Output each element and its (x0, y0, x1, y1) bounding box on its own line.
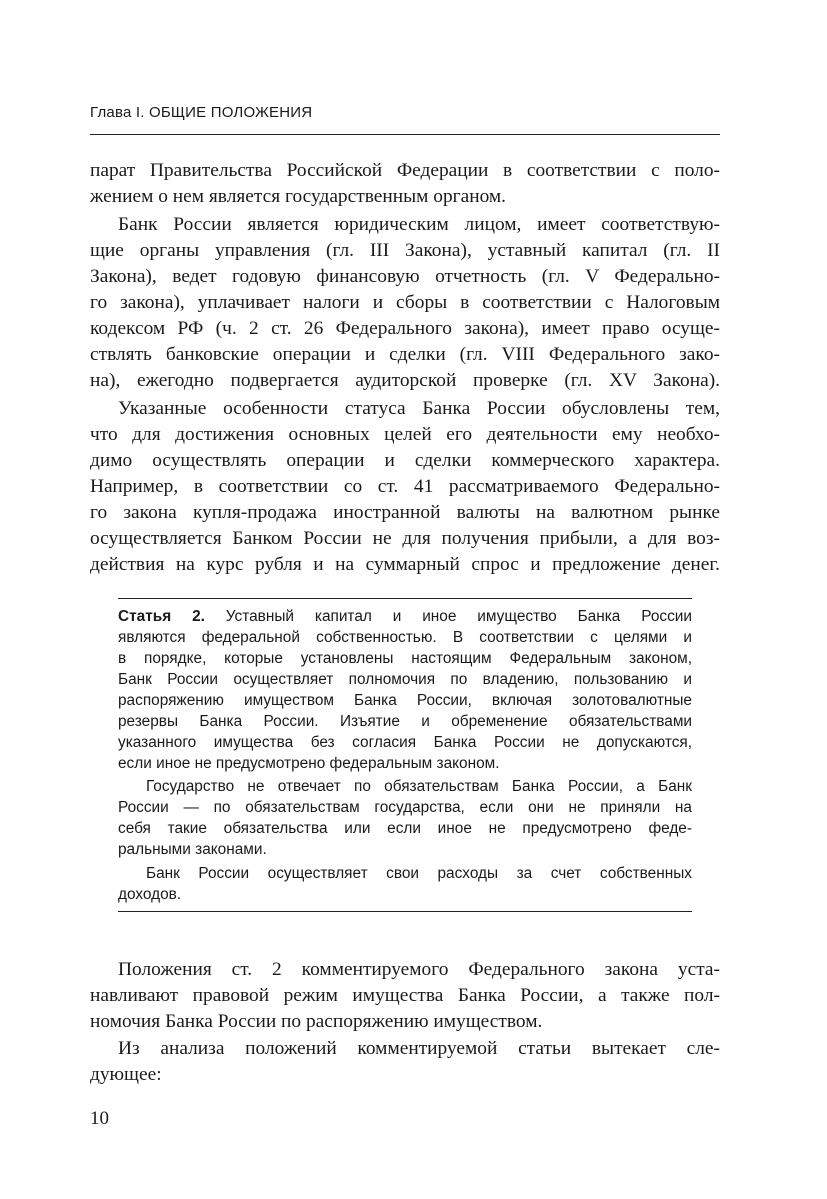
body-line: парат Правительства Российской Федерации в соответствии с поло- (90, 160, 720, 181)
body-line: Положения ст. 2 комментируемого Федерального закона уста- (118, 959, 720, 980)
body-line: дующее: (90, 1064, 162, 1085)
article-line: ральными законами. (118, 841, 267, 858)
article-line: России — по обязательствам государства, если они не приняли на (118, 799, 692, 816)
article-bottom-rule (118, 911, 692, 912)
body-line: номочия Банка России по распоряжению имуществом. (90, 1011, 543, 1032)
body-line: Закона), ведет годовую финансовую отчетность (гл. V Федерально- (90, 266, 720, 287)
article-top-rule (118, 598, 692, 599)
article-line: резервы Банка России. Изъятие и обременение обязательствами (118, 713, 692, 730)
body-line: на), ежегодно подвергается аудиторской проверке (гл. XV Закона). (90, 370, 720, 391)
body-line: жением о нем является государственным органом. (90, 186, 507, 207)
header-divider (90, 134, 720, 135)
article-line: Банк России осуществляет полномочия по владению, пользованию и (118, 671, 692, 688)
body-line: Банк России является юридическим лицом, имеет соответствую- (118, 214, 720, 235)
article-line: указанного имущества без согласия Банка России не допускаются, (118, 734, 692, 751)
body-line: осуществляется Банком России не для получения прибыли, а для воз- (90, 528, 720, 549)
running-header: Глава I. ОБЩИЕ ПОЛОЖЕНИЯ (90, 104, 313, 121)
article-line: доходов. (118, 886, 182, 903)
article-line: себя такие обязательства или если иное не предусмотрено феде- (118, 820, 692, 837)
body-line: Из анализа положений комментируемой статьи вытекает сле- (118, 1038, 720, 1059)
body-line: действия на курс рубля и на суммарный спрос и предложение денег. (90, 554, 720, 575)
body-line: навливают правовой режим имущества Банка России, а также пол- (90, 985, 720, 1006)
body-line: щие органы управления (гл. III Закона), уставный капитал (гл. II (90, 240, 720, 261)
article-line: в порядке, которые установлены настоящим Федеральным законом, (118, 650, 692, 667)
body-line: го закона купля-продажа иностранной валюты на валютном рынке (90, 502, 720, 523)
article-line: если иное не предусмотрено федеральным законом. (118, 755, 500, 772)
article-line: Банк России осуществляет свои расходы за счет собственных (146, 865, 692, 882)
body-line: что для достижения основных целей его деятельности ему необхо- (90, 424, 720, 445)
page-number: 10 (90, 1108, 109, 1129)
article-line: являются федеральной собственностью. В соответствии с целями и (118, 629, 692, 646)
body-line: Указанные особенности статуса Банка России обусловлены тем, (118, 398, 720, 419)
article-line: Государство не отвечает по обязательствам Банка России, а Банк (146, 778, 692, 795)
body-line: го закона), уплачивает налоги и сборы в соответствии с Налоговым (90, 292, 720, 313)
article-first-line: Уставный капитал и иное имущество Банка России (204, 608, 692, 625)
article-label: Статья 2. (118, 608, 205, 625)
body-line: ствлять банковские операции и сделки (гл. VIII Федерального зако- (90, 344, 720, 365)
body-line: димо осуществлять операции и сделки коммерческого характера. (90, 450, 720, 471)
body-line: кодексом РФ (ч. 2 ст. 26 Федерального закона), имеет право осуще- (90, 318, 720, 339)
article-heading (118, 606, 692, 627)
article-line: распоряжению имуществом Банка России, включая золотовалютные (118, 692, 692, 709)
body-line: Например, в соответствии со ст. 41 рассматриваемого Федерально- (90, 476, 720, 497)
